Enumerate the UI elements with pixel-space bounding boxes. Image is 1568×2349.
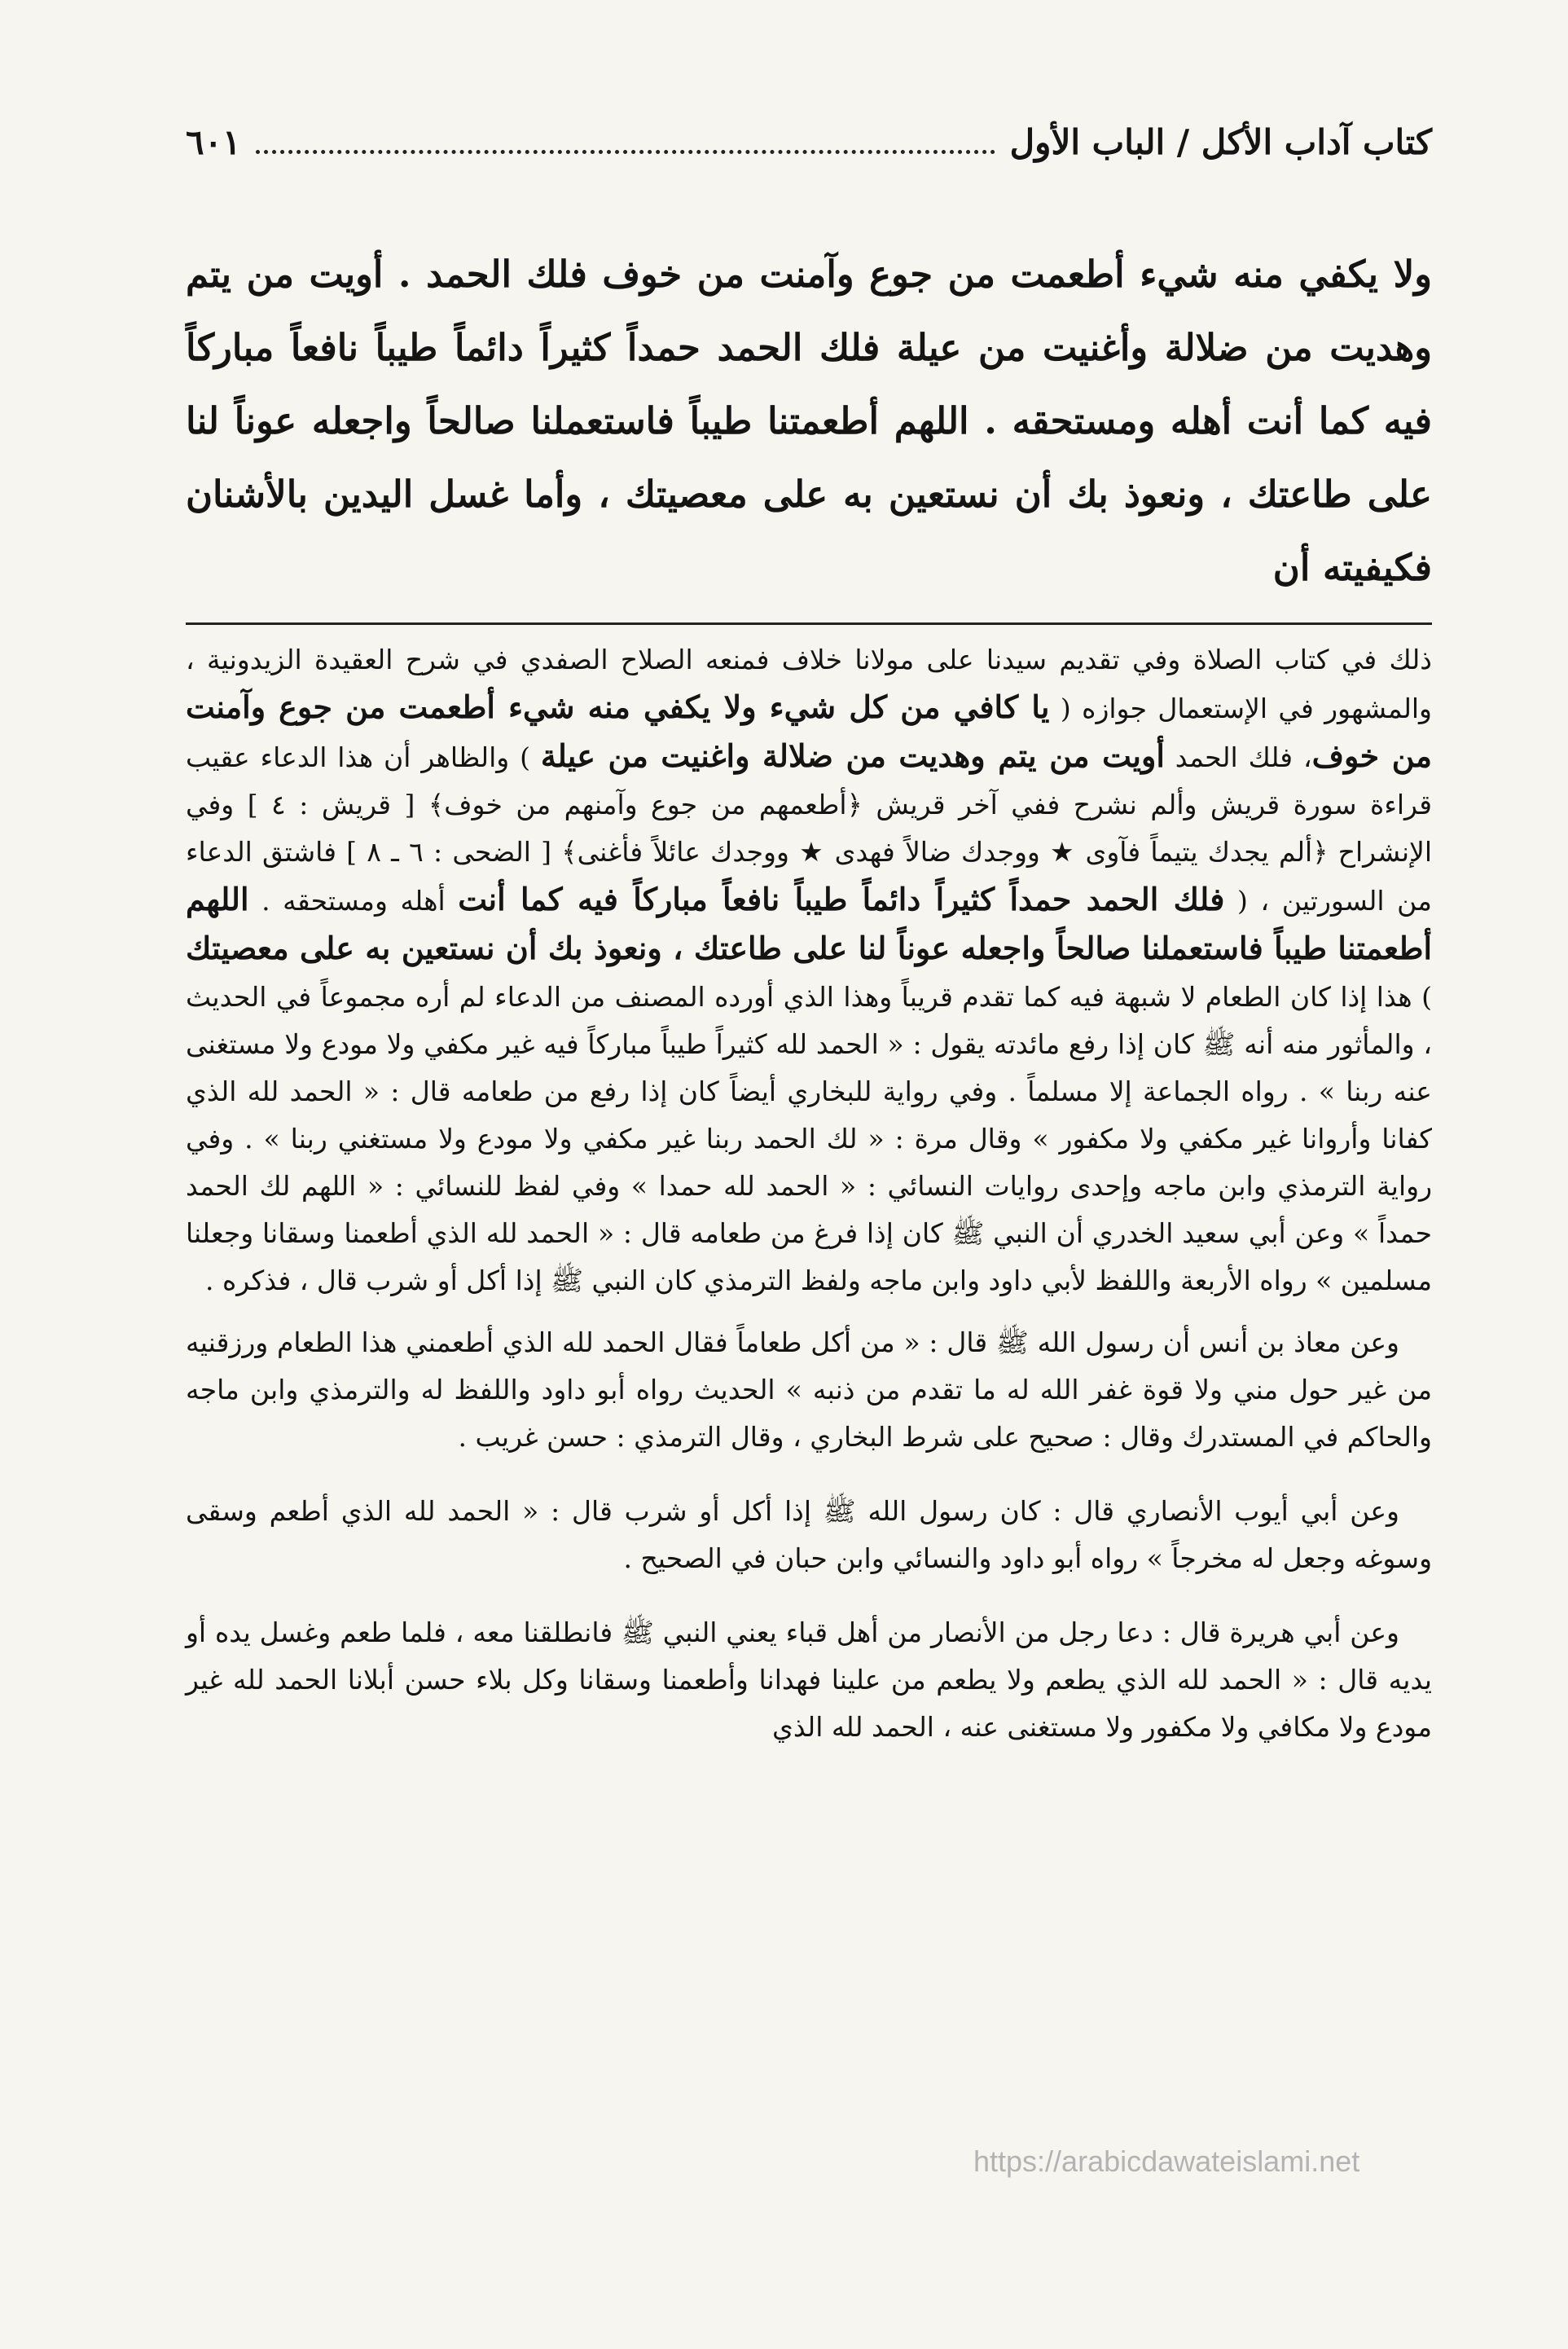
footnote-bold-run: فلك الحمد حمداً كثيراً دائماً طيباً نافعاً مباركاً فيه كما أنت <box>458 881 1225 917</box>
book-page <box>186 122 1432 2290</box>
footnote-run: ، فلك الحمد <box>1164 741 1312 773</box>
footnote-run: ) هذا إذا كان الطعام لا شبهة فيه كما تقدم قريباً وهذا الذي أورده المصنف من الدعاء لم أره مجموعاً في الحديث ، والمأثور منه أنه ﷺ كان إذا رفع مائدته يقول : « الحمد لله كثيراً طيباً مباركاً فيه غير مكفي ولا مودع ولا مستغنى عنه ربنا » . رواه الجماعة إلا مسلماً . وفي رواية للبخاري أيضاً كان إذا رفع من طعامه قال : « الحمد لله الذي كفانا وأروانا غير مكفي ولا مكفور » وقال مرة : « لك الحمد ربنا غير مكفي ولا مودع ولا مستغني ربنا » . وفي رواية الترمذي وابن ماجه وإحدى روايات النسائي : « الحمد لله حمدا » وفي لفظ للنسائي : « اللهم لك الحمد حمداً » وعن أبي سعيد الخدري أن النبي ﷺ كان إذا فرغ من طعامه قال : « الحمد لله الذي أطعمنا وسقانا وجعلنا مسلمين » رواه الأربعة واللفظ لأبي داود وابن ماجه ولفظ الترمذي كان النبي ﷺ إذا أكل أو شرب قال ، فذكره . <box>186 981 1432 1296</box>
footnote-run: ) والظاهر أن هذا الدعاء عقيب قراءة سورة قريش وألم نشرح ففي آخر قريش ﴿أطعمهم من جوع وآمنهم من خوف﴾ [ قريش : ٤ ] وفي الإنشراح ﴿ألم يجدك يتيماً فآوى ★ ووجدك ضالاً فهدى ★ ووجدك عائلاً فأغنى﴾ [ الضحى : ٦ ـ ٨ ] فاشتق الدعاء من السورتين ، ( <box>186 741 1432 917</box>
footnote-separator <box>186 622 1432 625</box>
footnote-bold-run: اللهم أطعمتنا طيباً فاستعملنا صالحاً واجعله عوناً لنا على طاعتك ، ونعوذ بك أن نستعين به على معصيتك <box>186 881 1432 966</box>
hadith-paragraph: وعن أبي أيوب الأنصاري قال : كان رسول الله ﷺ إذا أكل أو شرب قال : « الحمد لله الذي أطعم وسقى وسوغه وجعل له مخرجاً » رواه أبو داود والنسائي وابن حبان في الصحيح . <box>186 1495 1432 1574</box>
hadith-paragraph: وعن أبي هريرة قال : دعا رجل من الأنصار من أهل قباء يعني النبي ﷺ فانطلقنا معه ، فلما طعم وغسل يده أو يديه قال : « الحمد لله الذي يطعم ولا يطعم من علينا فهدانا وأطعمنا وسقانا وكل بلاء حسن أبلانا الحمد لله غير مودع ولا مكافي ولا مكفور ولا مستغنى عنه ، الحمد لله الذي <box>186 1617 1432 1743</box>
footnote-bold-run: يا كافي من كل شيء ولا يكفي منه شيء أطعمت من جوع وآمنت من خوف <box>186 688 1432 774</box>
running-header <box>186 122 1432 181</box>
hadith-paragraph: وعن معاذ بن أنس أن رسول الله ﷺ قال : « من أكل طعاماً فقال الحمد لله الذي أطعمني هذا الطعام ورزقنيه من غير حول مني ولا قوة غفر الله له ما تقدم من ذنبه » الحديث رواه أبو داود واللفظ له والترمذي وابن ماجه والحاكم في المستدرك وقال : صحيح على شرط البخاري ، وقال الترمذي : حسن غريب . <box>186 1326 1432 1453</box>
watermark-url: https://arabicdawateislami.net <box>973 2144 1360 2178</box>
footnote-run: ذلك في كتاب الصلاة وفي تقديم سيدنا على مولانا خلاف فمنعه الصلاح الصفدي في شرح العقيدة الزيدونية ، والمشهور في الإستعمال جوازه ( <box>186 644 1432 724</box>
header-leader-dots <box>256 129 995 154</box>
footnote-commentary <box>186 636 1432 1304</box>
header-title: كتاب آداب الأكل / الباب الأول <box>1009 122 1432 162</box>
footnote-run: أهله ومستحقه . <box>248 885 459 917</box>
footnote-bold-run: أويت من يتم وهديت من ضلالة واغنيت من عيلة <box>540 737 1165 774</box>
main-text: ولا يكفي منه شيء أطعمت من جوع وآمنت من خوف فلك الحمد . أويت من يتم وهديت من ضلالة وأغنيت من عيلة فلك الحمد حمداً كثيراً دائماً طيباً نافعاً مباركاً فيه كما أنت أهله ومستحقه . اللهم أطعمتنا طيباً فاستعملنا صالحاً واجعله عوناً لنا على طاعتك ، ونعوذ بك أن نستعين به على معصيتك ، وأما غسل اليدين بالأشنان فكيفيته أن <box>186 253 1432 589</box>
page-number: ٦٠١ <box>186 122 241 162</box>
